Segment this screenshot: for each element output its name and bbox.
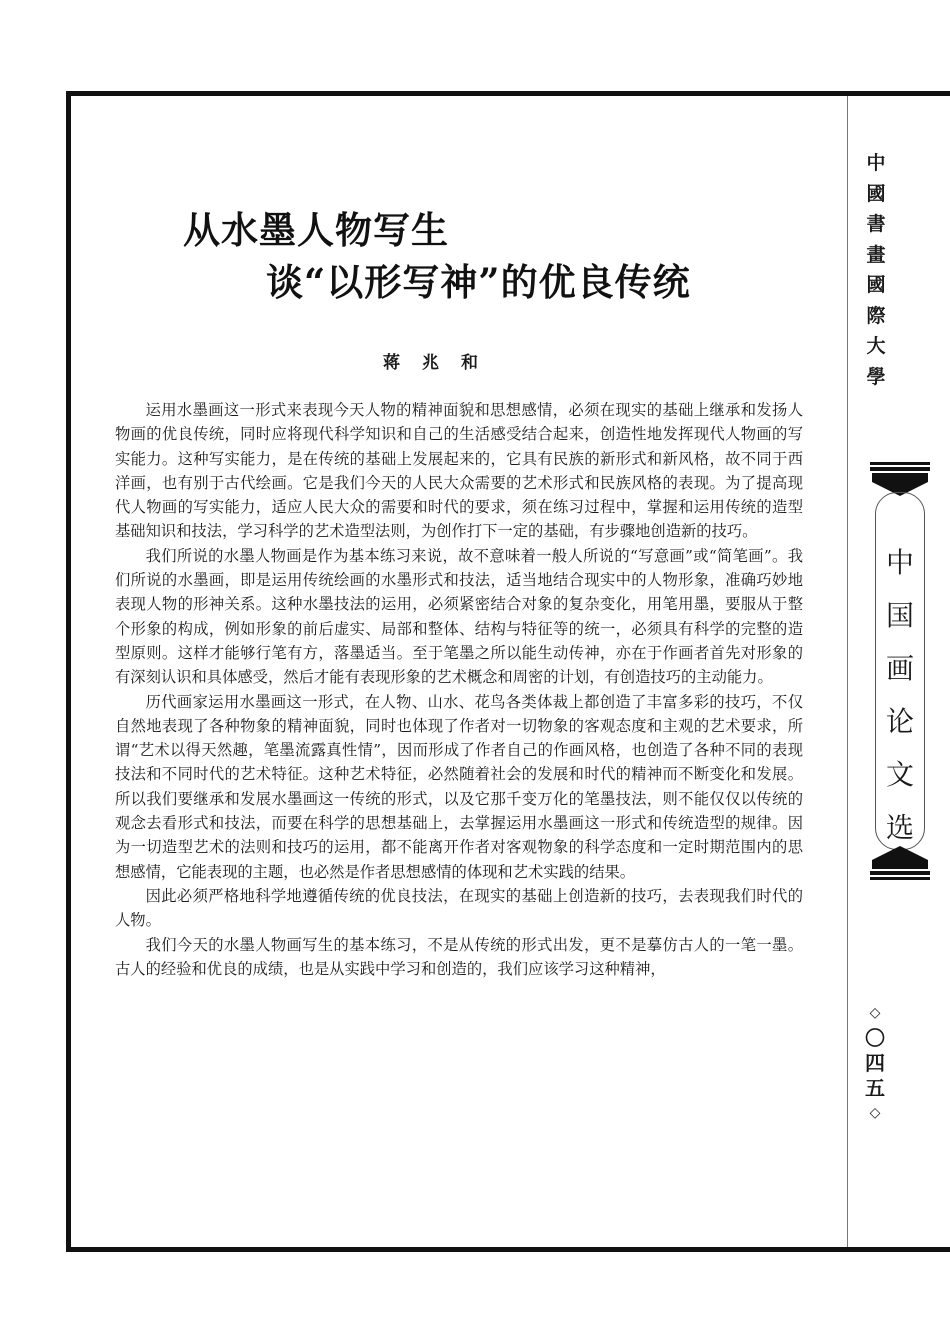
diamond-icon: ◇ xyxy=(869,1105,881,1121)
book-title-char: 画 xyxy=(885,652,914,685)
book-title-char: 选 xyxy=(885,811,914,844)
university-char: 大 xyxy=(866,335,886,357)
book-title-char: 论 xyxy=(885,705,914,738)
book-title-char: 文 xyxy=(885,758,914,791)
paragraph: 因此必须严格地科学地遵循传统的优良技法，在现实的基础上创造新的技巧，去表现我们时代的人物。 xyxy=(115,886,803,930)
book-title-char: 中 xyxy=(885,546,914,579)
article-body xyxy=(115,398,803,981)
page-number-char: 五 xyxy=(865,1076,885,1100)
page-number-vertical xyxy=(860,1001,890,1126)
article-page xyxy=(71,96,847,1247)
frame-bottom-rule xyxy=(66,1247,950,1252)
paragraph: 我们今天的水墨人物画写生的基本练习，不是从传统的形式出发，更不是摹仿古人的一笔一墨。古人的经验和优良的成绩，也是从实践中学习和创造的，我们应该学习这种精神， xyxy=(115,935,803,978)
book-title-vertical xyxy=(870,536,930,854)
university-char: 中 xyxy=(866,152,886,174)
university-char: 國 xyxy=(866,274,886,296)
book-title-char: 国 xyxy=(885,599,914,632)
paragraph: 运用水墨画这一形式来表现今天人物的精神面貌和思想感情，必须在现实的基础上继承和发扬人物画的优良传统，同时应将现代科学知识和自己的生活感受结合起来，创造性地发挥现代人物画的写实能力。这种写实能力，是在传统的基础上发展起来的，它具有民族的新形式和新风格，故不同于西洋画，也有别于古代绘画。它是我们今天的人民大众需要的艺术形式和民族风格的表现。为了提高现代人物画的写实能力，适应人民大众的需要和时代的要求，须在练习过程中，掌握和运用传统的造型基础知识和技法，学习科学的艺术造型法则，为创作打下一定的基础，有步骤地创造新的技巧。 xyxy=(115,401,803,541)
author-name: 蒋兆和 xyxy=(383,353,500,373)
diamond-icon: ◇ xyxy=(869,1005,881,1021)
university-char: 國 xyxy=(866,182,886,205)
page-number-char: 四 xyxy=(865,1051,885,1075)
paragraph: 历代画家运用水墨画这一形式，在人物、山水、花鸟各类体裁上都创造了丰富多彩的技巧，不仅自然地表现了各种物象的精神面貌，同时也体现了作者对一切物象的客观态度和主观的艺术要求，所谓“艺术以得天然趣，笔墨流露真性情”，因而形成了作者自己的作画风格，也创造了各种不同的表现技法和不同时代的艺术特征。这种艺术特征，必然随着社会的发展和时代的精神而不断变化和发展。所以我们要继承和发展水墨画这一传统的形式，以及它那千变万化的笔墨技法，则不能仅仅以传统的观念去看形式和技法，而要在科学的思想基础上，去掌握运用水墨画这一形式和传统造型的规律。因为一切造型艺术的法则和技巧的运用，都不能离开作者对客观物象的科学态度和一定时期范围内的思想感情，它能表现的主题，也必然是作者思想感情的体现和艺术实践的结果。 xyxy=(115,692,803,881)
article-title-line1: 从水墨人物写生 xyxy=(183,208,449,252)
book-title-cartouche xyxy=(870,462,930,880)
university-char: 際 xyxy=(866,304,886,327)
article-title-line2: 谈“以形写神”的优良传统 xyxy=(266,260,691,304)
university-char: 書 xyxy=(866,213,886,235)
university-name-vertical xyxy=(862,148,890,392)
cartouche-bottom-ornament xyxy=(870,844,930,880)
page-number-char: 〇 xyxy=(865,1026,885,1050)
university-char: 學 xyxy=(866,365,886,388)
sidebar-divider xyxy=(847,96,848,1247)
paragraph: 我们所说的水墨人物画是作为基本练习来说，故不意味着一般人所说的“写意画”或“简笔画”。我们所说的水墨画，即是运用传统绘画的水墨形式和技法，适当地结合现实中的人物形象，准确巧妙地表现人物的形神关系。这种水墨技法的运用，必须紧密结合对象的复杂变化，用笔用墨，要服从于整个形象的构成，例如形象的前后虚实、局部和整体、结构与特征等的统一，必须具有科学的完整的造型原则。这样才能够行笔有方，落墨适当。至于笔墨之所以能生动传神，亦在于作画者首先对形象的有深刻认识和具体感受，然后才能有表现形象的艺术概念和周密的计划，有创造技巧的主动能力。 xyxy=(115,546,803,687)
university-char: 畫 xyxy=(866,243,886,266)
